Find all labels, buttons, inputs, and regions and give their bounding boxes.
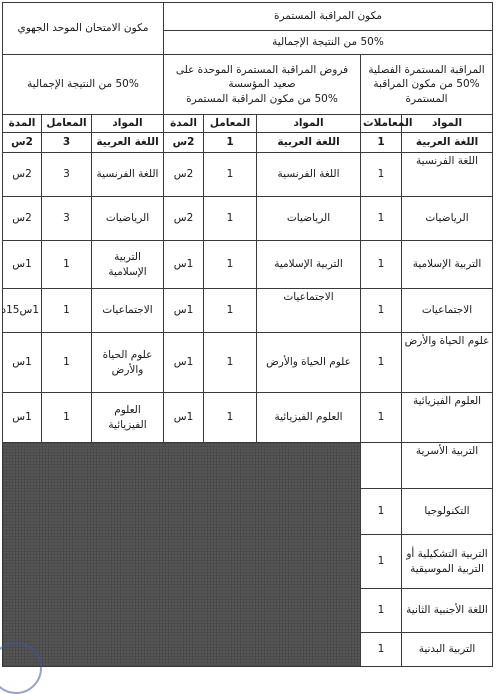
classroom-subject: الاجتماعيات: [402, 289, 493, 333]
classroom-coef-header: المعاملات: [361, 115, 402, 133]
regional-duration: 2س: [3, 197, 42, 241]
table-row: [3, 333, 493, 393]
unified-duration: 2س: [164, 153, 204, 197]
classroom-coef: [361, 443, 402, 489]
classroom-subject: علوم الحياة والأرض: [402, 333, 493, 393]
unified-subjects-header: المواد: [257, 115, 361, 133]
unified-subject: اللغة الفرنسية: [257, 153, 361, 197]
regional-subjects-header: المواد: [92, 115, 164, 133]
table-row: [3, 443, 493, 489]
unified-coef: 1: [204, 333, 257, 393]
classroom-subject: التربية الأسرية: [402, 443, 493, 489]
classroom-subjects-header: المواد: [402, 115, 493, 133]
unified-subject: الاجتماعيات: [257, 289, 361, 333]
table-row: [3, 197, 493, 241]
classroom-subject: الرياضيات: [402, 197, 493, 241]
unified-coef: 1: [204, 289, 257, 333]
table-row: [3, 133, 493, 153]
classroom-coef: 1: [361, 589, 402, 633]
regional-subject: اللغة العربية: [92, 133, 164, 153]
unified-coef: 1: [204, 241, 257, 289]
regional-coef: 1: [42, 393, 92, 443]
classroom-coef: 1: [361, 489, 402, 535]
regional-subject: اللغة الفرنسية: [92, 153, 164, 197]
classroom-subject: اللغة الفرنسية: [402, 153, 493, 197]
classroom-subject: اللغة العربية: [402, 133, 493, 153]
classroom-coef: 1: [361, 153, 402, 197]
regional-duration: 1س: [3, 333, 42, 393]
classroom-coef: 1: [361, 333, 402, 393]
classroom-coef: 1: [361, 535, 402, 589]
regional-coef: 1: [42, 241, 92, 289]
regional-subject: الاجتماعيات: [92, 289, 164, 333]
unified-header-cell: [164, 55, 361, 115]
unified-subject: علوم الحياة والأرض: [257, 333, 361, 393]
unified-duration: 1س: [164, 289, 204, 333]
unified-coef: 1: [204, 197, 257, 241]
classroom-subject: التربية البدنية: [402, 633, 493, 667]
regional-coef: 3: [42, 197, 92, 241]
regional-duration: 1س15د: [3, 289, 42, 333]
classroom-coef: 1: [361, 197, 402, 241]
table-row: [3, 153, 493, 197]
unified-subject: العلوم الفيزيائية: [257, 393, 361, 443]
classroom-subject: اللغة الأجنبية الثانية: [402, 589, 493, 633]
classroom-coef: 1: [361, 133, 402, 153]
regional-duration: 2س: [3, 153, 42, 197]
unified-duration: 2س: [164, 133, 204, 153]
classroom-subject: التربية التشكيلية أو التربية الموسيقية: [402, 535, 493, 589]
classroom-coef: 1: [361, 241, 402, 289]
regional-duration: 2س: [3, 133, 42, 153]
unified-title: فروض المراقبة المستمرة الموحدة على صعيد المؤسسة: [175, 64, 349, 91]
regional-coef: 3: [42, 133, 92, 153]
unified-duration: 1س: [164, 333, 204, 393]
regional-duration-header: المدة: [3, 115, 42, 133]
regional-subject: العلوم الفيزيائية: [92, 393, 164, 443]
exam-components-table: [2, 2, 493, 667]
regional-subject: الرياضيات: [92, 197, 164, 241]
unified-duration: 1س: [164, 241, 204, 289]
unified-duration: 2س: [164, 197, 204, 241]
unified-percent: 50% من مكون المراقبة المستمرة: [186, 92, 338, 105]
regional-coef: 3: [42, 153, 92, 197]
table-row: [3, 289, 493, 333]
classroom-coef: 1: [361, 289, 402, 333]
classroom-coef: 1: [361, 633, 402, 667]
regional-percent: 50% من النتيجة الإجمالية: [3, 55, 164, 115]
unified-coef: 1: [204, 153, 257, 197]
unified-duration: 1س: [164, 393, 204, 443]
continuous-title: مكون المراقبة المستمرة: [164, 3, 493, 31]
table-row: [3, 393, 493, 443]
regional-subject: علوم الحياة والأرض: [92, 333, 164, 393]
regional-coef-header: المعامل: [42, 115, 92, 133]
regional-coef: 1: [42, 289, 92, 333]
regional-title: مكون الامتحان الموحد الجهوي: [3, 3, 164, 55]
continuous-percent: 50% من النتيجة الإجمالية: [164, 31, 493, 55]
classroom-subject: التكنولوجيا: [402, 489, 493, 535]
unified-duration-header: المدة: [164, 115, 204, 133]
unified-coef: 1: [204, 133, 257, 153]
table-row: [3, 241, 493, 289]
unified-coef-header: المعامل: [204, 115, 257, 133]
unified-coef: 1: [204, 393, 257, 443]
classroom-header-cell: [361, 55, 493, 115]
shaded-empty-area: [3, 443, 361, 667]
regional-subject: التربية الإسلامية: [92, 241, 164, 289]
classroom-subject: التربية الإسلامية: [402, 241, 493, 289]
regional-coef: 1: [42, 333, 92, 393]
classroom-title: المراقبة المستمرة الفصلية: [368, 64, 485, 77]
document-page: [2, 2, 492, 677]
regional-duration: 1س: [3, 241, 42, 289]
unified-subject: التربية الإسلامية: [257, 241, 361, 289]
regional-duration: 1س: [3, 393, 42, 443]
unified-subject: الرياضيات: [257, 197, 361, 241]
classroom-subject: العلوم الفيزيائية: [402, 393, 493, 443]
unified-subject: اللغة العربية: [257, 133, 361, 153]
classroom-coef: 1: [361, 393, 402, 443]
classroom-percent: 50% من مكون المراقبة المستمرة: [373, 78, 480, 105]
